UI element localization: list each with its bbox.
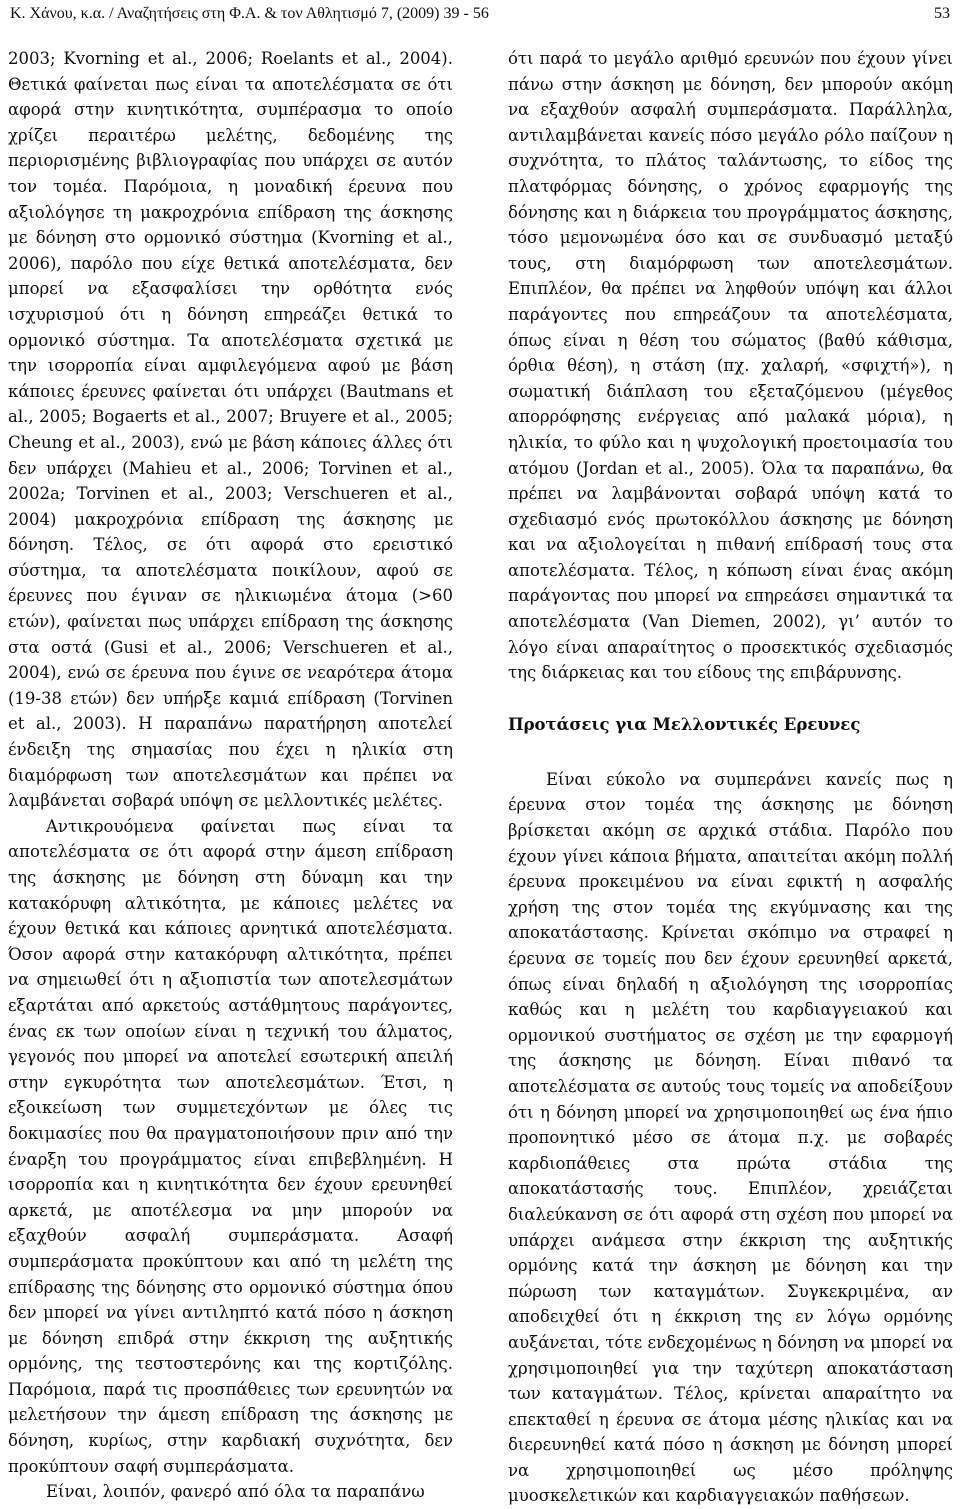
- page-number: 53: [934, 5, 950, 22]
- running-header: [10, 0, 950, 30]
- left-paragraph-3: Είναι, λοιπόν, φανερό από όλα τα παραπάνω: [46, 1482, 425, 1502]
- running-title: Κ. Χάνου, κ.α. / Αναζητήσεις στη Φ.Α. & τον Αθλητισμό 7, (2009) 39 - 56: [10, 5, 489, 22]
- left-paragraph-2: Αντικρουόμενα φαίνεται πως είναι τα αποτελέσματα σε ότι αφορά στην άμεση επίδραση της άσκησης με δόνηση στη δύναμη και την κατακόρυφη αλτικότητα, με κάποιες μελέτες να έχουν θετικά και κάποιες αρνητικά αποτελέσματα. Όσον αφορά στην κατακόρυφη αλτικότητα, πρέπει να σημειωθεί ότι η αξιοπιστία των αποτελεσμάτων εξαρτάται από αρκετούς αστάθμητους παράγοντες, ένας εκ των οποίων είναι η τεχνική του άλματος, γεγονός που μπορεί να αποτελεί εσωτερική απειλή στην εγκυρότητα των αποτελεσμάτων. Έτσι, η εξοικείωση των συμμετεχόντων με όλες τις δοκιμασίες που θα πραγματοποιήσουν πριν από την έναρξη του προγράμματος είναι επιβεβλημένη. Η ισορροπία και η κινητικότητα δεν έχουν ερευνηθεί αρκετά, με αποτέλεσμα να μην μπορούν να εξαχθούν ασφαλή συμπεράσματα. Ασαφή συμπεράσματα προκύπτουν και από τη μελέτη της επίδρασης της δόνησης στο ορμονικό σύστημα όπου δεν μπορεί να γίνει αντιληπτό κατά πόσο η άσκηση με δόνηση επιδρά στην έκκριση της αυξητικής ορμόνης, της τεστοστερόνης και της κορτιζόλης. Παρόμοια, παρά τις προσπάθειες των ερευνητών να μελετήσουν την άμεση επίδραση της άσκησης με δόνηση, κυρίως, στην καρδιακή συχνότητα, δεν προκύπτουν σαφή συμπεράσματα.: [8, 816, 453, 1476]
- right-paragraph-2: Είναι εύκολο να συμπεράνει κανείς πως η έρευνα στον τομέα της άσκησης με δόνηση βρίσκεται ακόμη σε αρχικά στάδια. Παρόλο που έχουν γίνει κάποια βήματα, απαιτείται ακόμη πολλή έρευνα προκειμένου να είναι εφικτή η ασφαλής χρήση της στον τομέα της εκγύμνασης και της αποκατάστασης. Κρίνεται σκόπιμο να στραφεί η έρευνα σε τομείς που δεν έχουν ερευνηθεί αρκετά, όπως είναι δηλαδή η αξιολόγηση της ισορροπίας καθώς και η μελέτη του καρδιαγγειακού και ορμονικού συστήματος σε σχέση με την εφαρμογή της άσκησης με δόνηση. Είναι πιθανό τα αποτελέσματα σε αυτούς τους τομείς να αποδείξουν ότι η δόνηση μπορεί να χρησιμοποιηθεί ως ένα ήπιο προπονητικό μέσο σε άτομα π.χ. με σοβαρές καρδιοπάθειες στα πρώτα στάδια της αποκατάστασής τους. Επιπλέον, χρειάζεται διαλεύκανση σε ότι αφορά στη σχέση που μπορεί να υπάρχει ανάμεσα στην έκκριση της αυξητικής ορμόνης κατά την άσκηση με δόνηση και την πώρωση των καταγμάτων. Συγκεκριμένα, αν αποδειχθεί ότι η έκκριση της εν λόγω ορμόνης αυξάνεται, τότε ενδεχομένως η δόνηση να μπορεί να χρησιμοποιηθεί για την ταχύτερη αποκατάσταση των καταγμάτων. Τέλος, κρίνεται απαραίτητο να επεκταθεί η έρευνα σε άτομα μέσης ηλικίας και να διερευνηθεί κατά πόσο η άσκηση με δόνηση μπορεί να χρησιμοποιηθεί ως μέσο πρόληψης μυοσκελετικών και καρδιαγγειακών παθήσεων.: [508, 769, 953, 1506]
- left-paragraph-1: 2003; Kvorning et al., 2006; Roelants et al., 2004). Θετικά φαίνεται πως είναι τα αποτελέσματα σε ότι αφορά στην κινητικότητα, συμπέρασμα το οποίο χρίζει περαιτέρω μελέτης, δεδομένης της περιορισμένης βιβλιογραφίας που υπάρχει σε αυτόν τον τομέα. Παρόμοια, η μοναδική έρευνα που αξιολόγησε τη μακροχρόνια επίδραση της άσκησης με δόνηση στο ορμονικό σύστημα (Kvorning et al., 2006), παρόλο που είχε θετικά αποτελέσματα, δεν μπορεί να εξασφαλίσει την ορθότητα ενός ισχυρισμού ότι η δόνηση επηρεάζει θετικά το ορμονικό σύστημα. Τα αποτελέσματα σχετικά με την ισορροπία είναι αμφιλεγόμενα αφού με βάση κάποιες έρευνες φαίνεται ότι υπάρχει (Bautmans et al., 2005; Bogaerts et al., 2007; Bruyere et al., 2005; Cheung et al., 2003), ενώ με βάση κάποιες άλλες ότι δεν υπάρχει (Mahieu et al., 2006; Torvinen et al., 2002a; Torvinen et al., 2003; Verschueren et al., 2004) μακροχρόνια επίδραση της άσκησης με δόνηση. Τέλος, σε ότι αφορά στο ερειστικό σύστημα, τα αποτελέσματα ποικίλουν, αφού σε έρευνες που έγιναν σε ηλικιωμένα άτομα (>60 ετών), φαίνεται πως υπάρχει επίδραση της άσκησης στα οστά (Gusi et al., 2006; Verschueren et al., 2004), ενώ σε έρευνα που έγινε σε νεαρότερα άτομα (19-38 ετών) δεν υπήρξε καμιά επίδραση (Torvinen et al., 2003). Η παραπάνω παρατήρηση αποτελεί ένδειξη της σημασίας που έχει η ηλικία στη διαμόρφωση των αποτελεσμάτων και πρέπει να λαμβάνεται σοβαρά υπόψη σε μελλοντικές μελέτες.: [8, 49, 453, 811]
- left-column: [8, 46, 453, 1505]
- section-heading: Προτάσεις για Μελλοντικές Ερευνες: [508, 714, 861, 734]
- right-column: [508, 46, 953, 1509]
- right-paragraph-1: ότι παρά το μεγάλο αριθμό ερευνών που έχουν γίνει πάνω στην άσκηση με δόνηση, δεν μπορούν ακόμη να εξαχθούν ασφαλή συμπεράσματα. Παράλληλα, αντιλαμβάνεται κανείς πόσο μεγάλο ρόλο παίζουν η συχνότητα, το πλάτος ταλάντωσης, το είδος της πλατφόρμας δόνησης, ο χρόνος εφαρμογής της δόνησης και η διάρκεια του προγράμματος άσκησης, τόσο μεμονωμένα όσο και σε συνδυασμό μεταξύ τους, στη διαμόρφωση των αποτελεσμάτων. Επιπλέον, θα πρέπει να ληφθούν υπόψη και άλλοι παράγοντες που επηρεάζουν τα αποτελέσματα, όπως είναι η θέση του σώματος (βαθύ κάθισμα, όρθια θέση), η στάση (πχ. χαλαρή, «σφιχτή»), η σωματική διάπλαση του εξεταζόμενου (μέγεθος απορρόφησης ενέργειας από μαλακά μόρια), η ηλικία, το φύλο και η ψυχολογική προετοιμασία του ατόμου (Jordan et al., 2005). Όλα τα παραπάνω, θα πρέπει να λαμβάνονται σοβαρά υπόψη κατά το σχεδιασμό ενός πρωτοκόλλου άσκησης με δόνηση και να αξιολογείται η πιθανή επίδρασή τους στα αποτελέσματα. Τέλος, η κόπωση είναι ένας ακόμη παράγοντας που μπορεί να επηρεάσει σημαντικά τα αποτελέσματα (Van Diemen, 2002), γι’ αυτόν το λόγο είναι απαραίτητος ο προσεκτικός σχεδιασμός της διάρκειας και του είδους της επιβάρυνσης.: [508, 49, 953, 683]
